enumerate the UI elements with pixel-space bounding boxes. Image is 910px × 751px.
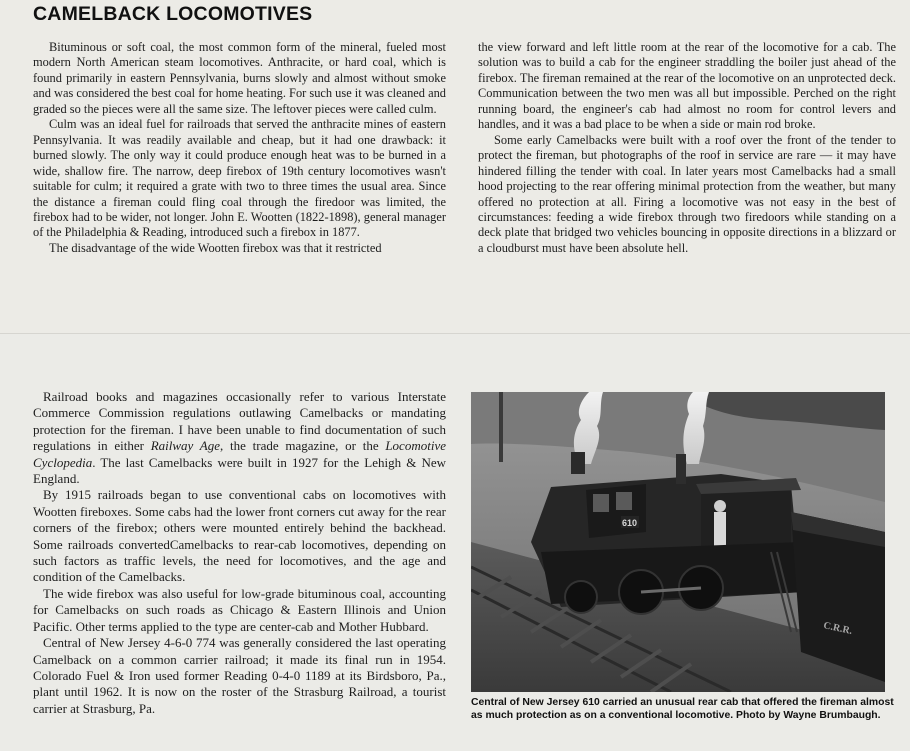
paragraph: the view forward and left little room at the rear of the locomotive for a cab. The solution was to build a cab for the engineer straddling the boiler just ahead of the firebox. The fireman remained at the rear of the locomotive on an unprotected deck. Communication between the two men was all but impossible. Perched on the right running board, the engineer's cab had almost no room for control levers and handles, and it was a bad place to be when a side or main rod broke. — [478, 40, 896, 132]
locomotive-photo — [471, 392, 885, 692]
tender-lettering: C.R.R. — [822, 620, 854, 637]
photo-caption: Central of New Jersey 610 carried an unusual rear cab that offered the fireman almost as much protection as on a conventional locomotive. Photo by Wayne Brumbaugh. — [471, 697, 894, 721]
publication-title: Locomotive Cyclopedia — [33, 438, 446, 470]
paragraph: Some early Camelbacks were built with a roof over the front of the tender to protect the fireman, but photographs of the roof in service are rare — it may have hindered filling the tender with coal. In later years most Camelbacks had a small hood projecting to the rear offering minimal protection from the weather, but many offered no protection at all. Firing a locomotive was not easy in the best of circumstances: feeding a wide firebox through two firedoors while standing on a deck plate that bridged two vehicles bouncing in opposite directions in a blizzard or a cloudburst must have been absolute hell. — [478, 132, 896, 255]
paragraph: Bituminous or soft coal, the most common form of the mineral, fueled most modern North American steam locomotives. Anthracite, or hard coal, which is found primarily in eastern Pennsylvania, burns slowly and almost without smoke and was considered the best coal for home heating. For such use it was cleaned and graded so the pieces were all the same size. The leftover pieces were called culm. — [33, 40, 446, 116]
article-column-right — [478, 40, 896, 256]
page-title: CAMELBACK LOCOMOTIVES — [33, 3, 313, 25]
locomotive-number: 610 — [622, 518, 638, 528]
article-column-left — [33, 40, 446, 256]
paragraph: Railroad books and magazines occasionally refer to various Interstate Commerce Commission regulations outlawing Camelbacks or mandating protection for the fireman. I have been unable to find documentation of such regulations in either Railway Age, the trade magazine, or the Locomotive Cyclopedia. The last Camelbacks were built in 1927 for the Lehigh & New England. — [33, 389, 446, 487]
article-column-bottom — [33, 389, 446, 717]
paragraph: The disadvantage of the wide Wootten firebox was that it restricted — [49, 240, 382, 255]
publication-title: Railway Age — [150, 438, 221, 454]
paragraph: Central of New Jersey 4-6-0 774 was generally considered the last operating Camelback on a common carrier railroad; it made its final run in 1954. Colorado Fuel & Iron used former Reading 0-4-0 1189 at its Birdsboro, Pa., plant until 1962. It is now on the roster of the Strasburg Railroad, a tourist carrier at Strasburg, Pa. — [33, 635, 446, 716]
paragraph: Culm was an ideal fuel for railroads that served the anthracite mines of eastern Pennsylvania. It was readily available and cheap, but it had one drawback: it burned slowly. The only way it could produce enough heat was to be burned in a wide, shallow fire. The narrow, deep firebox of 19th century locomotives wasn't suitable for culm; it required a grate with two to three times the usual area. Since the distance a fireman could fling coal through the firedoor was limited, the firebox had to be wider, not longer. John E. Wootten (1822-1898), general manager of the Philadelphia & Reading, introduced such a firebox in 1877. — [33, 117, 446, 240]
paragraph: By 1915 railroads began to use conventional cabs on locomotives with Wootten fireboxes. Some cabs had the lower front corners cut away for the rear corners of the firebox; others were mounted entirely behind the backhead. Some railroads convertedCamelbacks to rear-cab locomotives, depending on such factors as traffic levels, the need for locomotives, and the age and condition of the Camelbacks. — [33, 487, 446, 585]
paragraph: The wide firebox was also useful for low-grade bituminous coal, accounting for Camelbacks on such roads as Chicago & Eastern Illinois and Union Pacific. Other terms applied to the type are center-cab and Mother Hubbard. — [33, 585, 446, 634]
utility-pole — [499, 392, 503, 462]
